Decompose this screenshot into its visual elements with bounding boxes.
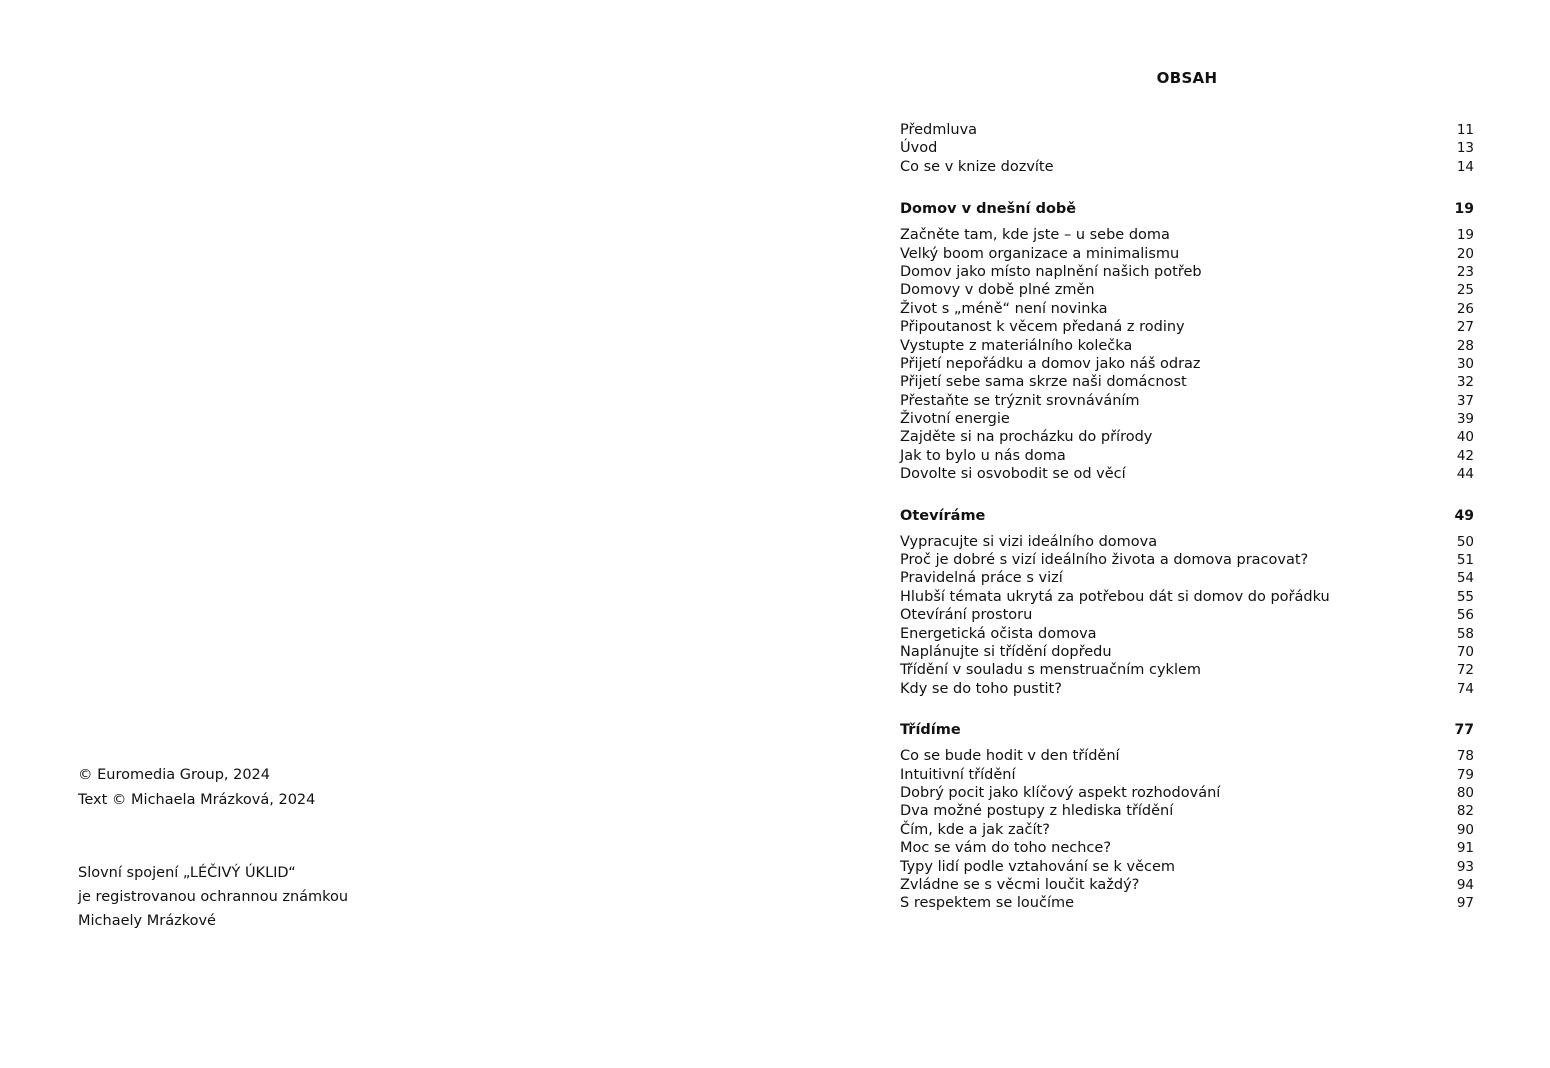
copyright-line: Text © Michaela Mrázková, 2024 xyxy=(78,792,316,808)
trademark-notice xyxy=(78,861,348,933)
toc-entry-title: Přijetí nepořádku a domov jako náš odraz xyxy=(900,355,1201,372)
toc-page-number: 72 xyxy=(1456,662,1474,679)
toc-page-number: 79 xyxy=(1456,766,1474,783)
toc-intro-section xyxy=(900,121,1474,176)
toc-entry-title: Zajděte si na procházku do přírody xyxy=(900,429,1153,446)
toc-entry-title: Proč je dobré s vizí ideálního života a domova pracovat? xyxy=(900,552,1309,569)
toc-entry xyxy=(900,447,1474,465)
table-of-contents xyxy=(900,121,1474,934)
toc-section-heading xyxy=(900,719,1474,741)
toc-entry xyxy=(900,625,1474,643)
toc-section xyxy=(900,719,1474,913)
toc-page-number: 11 xyxy=(1456,122,1474,138)
toc-page-number: 13 xyxy=(1456,140,1474,157)
toc-entry xyxy=(900,784,1474,802)
toc-page-number: 80 xyxy=(1456,784,1474,801)
toc-entry-title: Vypracujte si vizi ideálního domova xyxy=(900,533,1158,550)
toc-page-number: 49 xyxy=(1454,507,1474,524)
toc-entry xyxy=(900,281,1474,299)
toc-page-number: 20 xyxy=(1456,245,1474,262)
toc-entry-title: Otevírání prostoru xyxy=(900,607,1033,624)
toc-entry xyxy=(900,821,1474,839)
toc-entry-title: Přijetí sebe sama skrze naši domácnost xyxy=(900,374,1187,391)
toc-page-number: 77 xyxy=(1454,722,1474,739)
toc-entry xyxy=(900,121,1474,139)
toc-section xyxy=(900,505,1474,699)
toc-entry xyxy=(900,245,1474,263)
toc-entry-title: Úvod xyxy=(900,140,938,157)
toc-entry-title: Dovolte si osvobodit se od věcí xyxy=(900,466,1126,483)
toc-entry xyxy=(900,876,1474,894)
trademark-line: je registrovanou ochrannou známkou xyxy=(78,889,349,905)
toc-page-number: 78 xyxy=(1456,748,1474,765)
toc-entry xyxy=(900,318,1474,336)
toc-entry xyxy=(900,606,1474,624)
toc-entry-title: Čím, kde a jak začít? xyxy=(900,821,1050,838)
toc-entry xyxy=(900,858,1474,876)
toc-entry-title: Co se bude hodit v den třídění xyxy=(900,748,1120,765)
toc-entry-title: Život s „méně“ není novinka xyxy=(900,300,1108,317)
toc-section xyxy=(900,198,1474,483)
toc-entry-title: Naplánujte si třídění dopředu xyxy=(900,643,1112,660)
toc-entry-title: Třídění v souladu s menstruačním cyklem xyxy=(900,662,1202,679)
toc-page-number: 51 xyxy=(1456,552,1474,569)
toc-page-number: 37 xyxy=(1456,392,1474,409)
toc-page-number: 56 xyxy=(1456,607,1474,624)
toc-entry xyxy=(900,643,1474,661)
right-page xyxy=(775,0,1550,1068)
toc-entry xyxy=(900,337,1474,355)
toc-page-number: 28 xyxy=(1456,337,1474,354)
toc-entry-title: Co se v knize dozvíte xyxy=(900,158,1054,175)
copyright-line: © Euromedia Group, 2024 xyxy=(78,767,271,783)
toc-entry-title: Domovy v době plné změn xyxy=(900,282,1095,299)
toc-page-number: 40 xyxy=(1456,429,1474,446)
toc-entry xyxy=(900,551,1474,569)
toc-entry-title: Typy lidí podle vztahování se k věcem xyxy=(900,858,1176,875)
trademark-line: Slovní spojení „LÉČIVÝ ÚKLID“ xyxy=(78,865,296,881)
toc-page-number: 97 xyxy=(1456,895,1474,912)
toc-entry-title: Zvládne se s věcmi loučit každý? xyxy=(900,876,1140,893)
toc-entry xyxy=(900,392,1474,410)
toc-page-number: 55 xyxy=(1456,588,1474,605)
toc-page-number: 50 xyxy=(1456,533,1474,550)
toc-entry xyxy=(900,226,1474,244)
toc-section-title: Domov v dnešní době xyxy=(900,201,1077,218)
toc-entry-title: Předmluva xyxy=(900,122,978,138)
toc-entry xyxy=(900,158,1474,176)
toc-page-number: 44 xyxy=(1456,466,1474,483)
toc-entry xyxy=(900,802,1474,820)
toc-page-number: 25 xyxy=(1456,282,1474,299)
toc-page-number: 70 xyxy=(1456,643,1474,660)
toc-page-number: 42 xyxy=(1456,447,1474,464)
toc-page-number: 82 xyxy=(1456,803,1474,820)
copyright-block xyxy=(78,763,315,813)
toc-entry-title: Hlubší témata ukrytá za potřebou dát si domov do pořádku xyxy=(900,588,1330,605)
toc-entry-title: Energetická očista domova xyxy=(900,625,1097,642)
toc-entry-title: Pravidelná práce s vizí xyxy=(900,570,1063,587)
toc-entry-title: Životní energie xyxy=(900,411,1010,428)
toc-page-number: 26 xyxy=(1456,300,1474,317)
toc-page-number: 93 xyxy=(1456,858,1474,875)
toc-page-number: 27 xyxy=(1456,319,1474,336)
toc-entry xyxy=(900,139,1474,157)
toc-page-number: 39 xyxy=(1456,411,1474,428)
toc-page-number: 74 xyxy=(1456,680,1474,697)
toc-entry-title: Dva možné postupy z hlediska třídění xyxy=(900,803,1174,820)
toc-entry xyxy=(900,766,1474,784)
toc-entry xyxy=(900,894,1474,912)
toc-page-number: 58 xyxy=(1456,625,1474,642)
toc-entry-title: Připoutanost k věcem předaná z rodiny xyxy=(900,319,1185,336)
toc-entry-title: Začněte tam, kde jste – u sebe doma xyxy=(900,227,1170,244)
toc-entry xyxy=(900,747,1474,765)
toc-entry xyxy=(900,661,1474,679)
toc-page-number: 94 xyxy=(1456,876,1474,893)
toc-page-number: 19 xyxy=(1454,201,1474,218)
toc-entry-title: Přestaňte se trýznit srovnáváním xyxy=(900,392,1140,409)
toc-entry xyxy=(900,263,1474,281)
toc-page-number: 54 xyxy=(1456,570,1474,587)
toc-entry xyxy=(900,569,1474,587)
toc-entry xyxy=(900,355,1474,373)
toc-entry-title: Domov jako místo naplnění našich potřeb xyxy=(900,263,1202,280)
toc-entry xyxy=(900,300,1474,318)
toc-page-number: 32 xyxy=(1456,374,1474,391)
toc-entry-title: Intuitivní třídění xyxy=(900,766,1016,783)
toc-entry xyxy=(900,680,1474,698)
toc-page-number: 14 xyxy=(1456,158,1474,175)
toc-entry-title: Kdy se do toho pustit? xyxy=(900,680,1062,697)
toc-entry-title: Jak to bylo u nás doma xyxy=(900,447,1066,464)
toc-entry xyxy=(900,839,1474,857)
toc-page-number: 19 xyxy=(1456,227,1474,244)
toc-title: OBSAH xyxy=(1156,69,1218,87)
toc-entry-title: S respektem se loučíme xyxy=(900,895,1075,912)
toc-page-number: 90 xyxy=(1456,821,1474,838)
toc-entry-title: Moc se vám do toho nechce? xyxy=(900,840,1112,857)
toc-entry xyxy=(900,410,1474,428)
toc-entry xyxy=(900,373,1474,391)
toc-page-number: 91 xyxy=(1456,840,1474,857)
toc-page-number: 30 xyxy=(1456,355,1474,372)
toc-section-heading xyxy=(900,198,1474,220)
toc-section-title: Třídíme xyxy=(900,722,961,739)
toc-entry-title: Dobrý pocit jako klíčový aspekt rozhodování xyxy=(900,784,1221,801)
toc-entry-title: Velký boom organizace a minimalismu xyxy=(900,245,1180,262)
toc-entry xyxy=(900,588,1474,606)
toc-section-title: Otevíráme xyxy=(900,507,986,524)
toc-entry xyxy=(900,533,1474,551)
toc-page-number: 23 xyxy=(1456,263,1474,280)
toc-entry xyxy=(900,428,1474,446)
trademark-line: Michaely Mrázkové xyxy=(78,913,216,929)
toc-entry-title: Vystupte z materiálního kolečka xyxy=(900,337,1133,354)
toc-entry xyxy=(900,465,1474,483)
toc-section-heading xyxy=(900,505,1474,527)
